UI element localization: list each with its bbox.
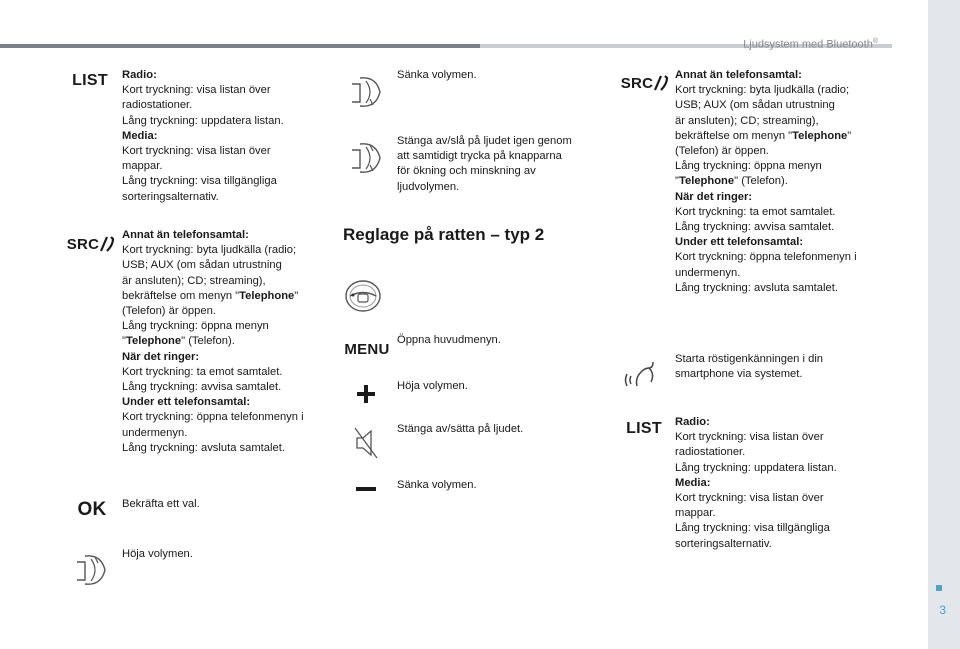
phone-slash-icon	[99, 235, 115, 253]
minus-description	[397, 478, 597, 493]
page-number: 3	[939, 603, 946, 617]
text-line: sorteringsalternativ.	[122, 190, 219, 203]
text-line: är ansluten); CD; streaming),	[122, 274, 266, 287]
text-line: Kort tryckning: visa listan över	[122, 84, 271, 97]
registered-mark: ®	[872, 38, 878, 45]
telephone-term: Telephone	[239, 289, 295, 302]
src-description-2	[675, 68, 890, 296]
text-line: Höja volymen.	[397, 380, 468, 392]
mute-combo-description	[397, 134, 612, 195]
text-line: att samtidigt trycka på knapparna	[397, 150, 562, 163]
src-button-icon	[66, 233, 116, 255]
thumbwheel-press-icon	[345, 138, 387, 178]
src-icon-label: SRC	[66, 235, 100, 253]
text-line: smartphone via systemet.	[675, 368, 803, 381]
src-button-icon-2	[620, 72, 670, 94]
list-radio-title: Radio:	[675, 416, 710, 428]
text-line: USB; AUX (om sådan utrustning	[675, 99, 835, 112]
list-button-icon-2	[620, 418, 668, 440]
text-line: mappar.	[122, 160, 163, 173]
steering-wheel-icon	[343, 278, 383, 314]
page-side-tab	[928, 0, 960, 649]
text-line: Lång tryckning: visa tillgängliga	[675, 522, 830, 535]
text-line: Lång tryckning: avsluta samtalet.	[122, 441, 285, 454]
text-line: Kort tryckning: ta emot samtalet.	[675, 205, 836, 218]
text-fragment: "	[294, 289, 299, 302]
text-line: radiostationer.	[675, 446, 746, 459]
section-title: Reglage på ratten – typ 2	[343, 225, 545, 244]
ring-title: När det ringer:	[122, 350, 200, 363]
vol-down-description	[397, 68, 597, 83]
list-description-2	[675, 415, 875, 552]
text-line: mappar.	[675, 507, 716, 520]
text-line: Kort tryckning: byta ljudkälla (radio;	[675, 84, 850, 97]
text-line: är ansluten); CD; streaming),	[675, 114, 819, 127]
ok-button-icon	[72, 498, 112, 522]
call-title: Under ett telefonsamtal:	[122, 396, 251, 409]
text-line: Lång tryckning: avvisa samtalet.	[675, 221, 835, 234]
text-line: Kort tryckning: visa listan över	[122, 145, 271, 158]
src-icon-label: SRC	[620, 74, 654, 92]
text-line: Lång tryckning: öppna menyn	[675, 160, 822, 173]
text-line: Kort tryckning: visa listan över	[675, 492, 824, 505]
list-icon-label: LIST	[72, 72, 108, 89]
menu-icon-label: MENU	[344, 340, 390, 358]
text-line: Kort tryckning: öppna telefonmenyn i	[675, 251, 857, 264]
plus-icon	[355, 383, 377, 405]
text-line: (Telefon) är öppen.	[675, 145, 769, 158]
text-fragment: bekräftelse om menyn "	[675, 129, 793, 142]
text-line: undermenyn.	[122, 426, 188, 439]
src-title: Annat än telefonsamtal:	[122, 229, 249, 241]
thumbwheel-up-icon	[70, 550, 112, 590]
header-rule-dark	[0, 44, 480, 48]
minus-icon	[355, 484, 377, 494]
text-line: Lång tryckning: visa tillgängliga	[122, 175, 277, 188]
src-title: Annat än telefonsamtal:	[675, 69, 802, 81]
voice-recognition-icon	[622, 355, 660, 391]
list-media-title: Media:	[675, 476, 711, 489]
text-line: undermenyn.	[675, 266, 741, 279]
text-line: Lång tryckning: uppdatera listan.	[122, 114, 284, 127]
text-line: ljudvolymen.	[397, 180, 460, 193]
page-marker	[936, 585, 942, 591]
text-line: Kort tryckning: öppna telefonmenyn i	[122, 411, 304, 424]
text-fragment: "	[847, 129, 852, 142]
mute-description	[397, 422, 597, 437]
text-line: Stänga av/slå på ljudet igen genom	[397, 135, 572, 147]
text-line: Öppna huvudmenyn.	[397, 334, 501, 346]
text-line: Bekräfta ett val.	[122, 498, 200, 510]
ok-icon-label: OK	[77, 499, 107, 520]
text-fragment: " (Telefon).	[181, 335, 235, 348]
ring-title: När det ringer:	[675, 190, 753, 203]
telephone-term: Telephone	[792, 129, 848, 142]
text-line: Starta röstigenkänningen i din	[675, 353, 824, 365]
vol-up-description	[122, 547, 322, 562]
list-button-icon	[66, 70, 114, 92]
text-fragment: "	[675, 175, 679, 188]
text-line: sorteringsalternativ.	[675, 537, 772, 550]
text-line: USB; AUX (om sådan utrustning	[122, 259, 282, 272]
mute-icon	[352, 425, 380, 461]
text-line: radiostationer.	[122, 99, 193, 112]
text-line: Kort tryckning: ta emot samtalet.	[122, 365, 283, 378]
menu-description	[397, 333, 597, 348]
text-line: Stänga av/sätta på ljudet.	[397, 423, 524, 435]
voice-description	[675, 352, 875, 382]
text-line: Kort tryckning: byta ljudkälla (radio;	[122, 244, 297, 257]
text-line: Lång tryckning: avvisa samtalet.	[122, 381, 282, 394]
text-line: (Telefon) är öppen.	[122, 305, 216, 318]
thumbwheel-down-icon	[345, 72, 387, 112]
text-line: Sänka volymen.	[397, 69, 477, 81]
telephone-term: Telephone	[678, 175, 735, 188]
text-line: Kort tryckning: visa listan över	[675, 431, 824, 444]
menu-button-icon	[343, 338, 391, 360]
text-line: Lång tryckning: uppdatera listan.	[675, 461, 837, 474]
plus-description	[397, 379, 597, 394]
text-fragment: bekräftelse om menyn "	[122, 289, 240, 302]
list-media-title: Media:	[122, 129, 158, 142]
header-title-text: Ljudsystem med Bluetooth	[743, 38, 873, 51]
text-line: Höja volymen.	[122, 548, 193, 560]
call-title: Under ett telefonsamtal:	[675, 236, 804, 249]
ok-description	[122, 497, 322, 512]
text-line: Lång tryckning: öppna menyn	[122, 320, 269, 333]
text-fragment: " (Telefon).	[734, 175, 788, 188]
src-description	[122, 228, 332, 456]
phone-slash-icon	[653, 74, 669, 92]
telephone-term: Telephone	[125, 335, 182, 348]
list-description	[122, 68, 322, 205]
text-fragment: "	[122, 335, 126, 348]
list-icon-label: LIST	[626, 420, 662, 437]
text-line: för ökning och minskning av	[397, 165, 536, 178]
text-line: Lång tryckning: avsluta samtalet.	[675, 281, 838, 294]
list-radio-title: Radio:	[122, 69, 157, 81]
page-header-title	[743, 38, 878, 51]
text-line: Sänka volymen.	[397, 479, 477, 491]
